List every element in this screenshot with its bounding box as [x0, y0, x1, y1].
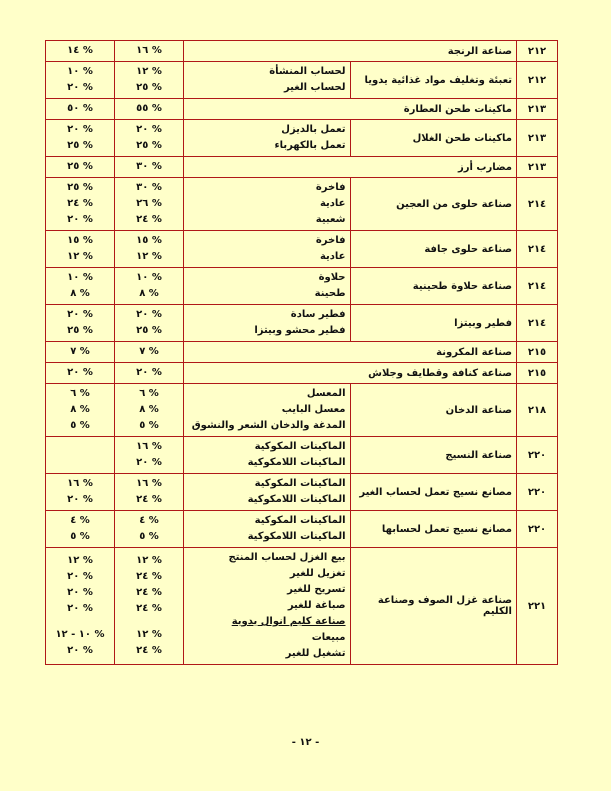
- sub-items: [184, 62, 351, 99]
- percent-value: ٥٠ %: [67, 103, 93, 114]
- sub-item: الماكينات اللامكوكية: [247, 457, 346, 468]
- percent-value: ١٢ %: [67, 251, 93, 262]
- activity-name: [184, 363, 517, 384]
- percent-value: ٨ %: [139, 404, 159, 415]
- sub-item: صباغة للغير: [287, 600, 346, 611]
- activity-code: ٢١٤: [517, 305, 558, 342]
- sub-item: الماكينات المكوكية: [254, 478, 346, 489]
- percent-value: ١٠ %: [67, 272, 93, 283]
- percent-value: ٥ %: [70, 531, 90, 542]
- percent-value: ١٥ %: [136, 235, 162, 246]
- sub-item: بيع الغزل لحساب المنتج: [228, 552, 346, 563]
- activity-name: [350, 178, 517, 231]
- activity-name: [350, 474, 517, 511]
- rate-column-2: [46, 342, 115, 363]
- percent-value: ٧ %: [139, 346, 159, 357]
- percent-value: ٨ %: [139, 288, 159, 299]
- percent-value: ٢٥ %: [136, 325, 162, 336]
- percent-value: ٢٤ %: [136, 494, 162, 505]
- rate-column-1: [115, 305, 184, 342]
- table-row: [46, 178, 558, 231]
- table-row: [46, 41, 558, 62]
- rates-table-body: [46, 41, 558, 665]
- rate-column-1: [115, 178, 184, 231]
- sub-item: عادية: [319, 198, 346, 209]
- activity-name: [350, 120, 517, 157]
- activity-label: صناعة النسيج: [445, 449, 512, 461]
- activity-code: ٢٢٠: [517, 437, 558, 474]
- activity-code: ٢٢١: [517, 548, 558, 665]
- rates-table: [45, 40, 558, 665]
- percent-value: ١٦ %: [136, 45, 162, 56]
- sub-item: تسريح للغير: [287, 584, 346, 595]
- sub-items: [184, 120, 351, 157]
- percent-value: ٢٠ %: [67, 367, 93, 378]
- sub-item: لحساب الغير: [283, 82, 346, 93]
- rate-column-1: [115, 474, 184, 511]
- percent-value: ٢٥ %: [67, 161, 93, 172]
- activity-code: ٢١٤: [517, 268, 558, 305]
- sub-item: فطير محشو وبيتزا: [254, 325, 346, 336]
- activity-label: صناعة كنافة وقطايف وجلاش: [368, 367, 512, 379]
- percent-value: ٢٠ %: [67, 603, 93, 614]
- rate-column-2: [46, 120, 115, 157]
- percent-value: ٥٥ %: [136, 103, 162, 114]
- percent-value: ٢٤ %: [136, 645, 162, 656]
- rate-column-1: [115, 120, 184, 157]
- sub-item: المعسل: [306, 388, 346, 399]
- rate-column-2: [46, 474, 115, 511]
- sub-item: صناعة كليم انوال يدوية: [231, 616, 346, 627]
- activity-label: صناعة الدخان: [445, 404, 512, 416]
- percent-value: ٤ %: [139, 515, 159, 526]
- table-row: [46, 384, 558, 437]
- activity-code: ٢١٣: [517, 157, 558, 178]
- table-row: [46, 548, 558, 665]
- rate-column-2: [46, 99, 115, 120]
- page-number: - ١٢ -: [291, 737, 320, 748]
- activity-name: [350, 384, 517, 437]
- percent-value: ١٢ %: [136, 251, 162, 262]
- percent-value: ١٠ %: [136, 272, 162, 283]
- percent-value: ٢٠ %: [136, 124, 162, 135]
- rate-column-2: [46, 511, 115, 548]
- table-row: [46, 437, 558, 474]
- activity-code: ٢١٣: [517, 120, 558, 157]
- sub-item: لحساب المنشأة: [269, 66, 346, 77]
- activity-label: صناعة المكرونة: [436, 346, 512, 358]
- sub-item: مبيعات: [311, 632, 346, 643]
- sub-item: حلاوة: [318, 272, 346, 283]
- table-row: [46, 474, 558, 511]
- activity-label: فطير وبيتزا: [454, 317, 512, 329]
- activity-code: ٢٢٠: [517, 511, 558, 548]
- activity-label: مصانع نسيج تعمل لحساب الغير: [359, 486, 512, 498]
- table-row: [46, 342, 558, 363]
- percent-value: ٢٠ %: [67, 587, 93, 598]
- sub-item: تشغيل للغير: [285, 648, 346, 659]
- sub-item: تغزيل للغير: [289, 568, 346, 579]
- rate-column-1: [115, 268, 184, 305]
- activity-label: صناعة غزل الصوف وصناعة الكليم: [377, 595, 512, 617]
- table-row: [46, 120, 558, 157]
- percent-value: ٢٠ %: [67, 494, 93, 505]
- table-row: [46, 305, 558, 342]
- percent-value: ٢٦ %: [136, 198, 162, 209]
- sub-items: [184, 437, 351, 474]
- activity-name: [350, 305, 517, 342]
- sub-items: [184, 305, 351, 342]
- activity-label: ماكينات طحن العطارة: [403, 103, 512, 115]
- percent-value: ٢٠ %: [67, 309, 93, 320]
- rate-column-2: [46, 305, 115, 342]
- sub-item: شعبية: [315, 214, 346, 225]
- rate-column-1: [115, 363, 184, 384]
- percent-value: ٧ %: [70, 346, 90, 357]
- percent-value: ١٦ %: [136, 478, 162, 489]
- percent-value: ١٤ %: [67, 45, 93, 56]
- percent-value: ١٦ %: [67, 478, 93, 489]
- rate-column-1: [115, 157, 184, 178]
- activity-code: ٢١٥: [517, 342, 558, 363]
- sub-items: [184, 268, 351, 305]
- activity-label: مصانع نسيج تعمل لحسابها: [381, 523, 512, 535]
- percent-value: ٢٥ %: [136, 82, 162, 93]
- rate-column-2: [46, 384, 115, 437]
- activity-code: ٢١٢: [517, 62, 558, 99]
- sub-item: الماكينات المكوكية: [254, 515, 346, 526]
- activity-label: صناعة الرنجة: [447, 45, 512, 57]
- sub-items: [184, 511, 351, 548]
- percent-value: ٢٠ %: [67, 124, 93, 135]
- activity-name: [184, 157, 517, 178]
- percent-value: ١٠ - ١٢ %: [55, 629, 105, 640]
- activity-name: [184, 342, 517, 363]
- activity-name: [350, 268, 517, 305]
- percent-value: ٢٥ %: [67, 325, 93, 336]
- table-row: [46, 511, 558, 548]
- rate-column-2: [46, 437, 115, 474]
- percent-value: ٢٥ %: [67, 182, 93, 193]
- sub-item: الماكينات اللامكوكية: [247, 494, 346, 505]
- rate-column-1: [115, 548, 184, 665]
- percent-value: [50, 617, 110, 627]
- rate-column-2: [46, 548, 115, 665]
- rate-column-1: [115, 342, 184, 363]
- activity-name: [350, 511, 517, 548]
- activity-label: صناعة حلوى من العجين: [396, 198, 512, 210]
- activity-label: ماكينات طحن الغلال: [412, 132, 512, 144]
- percent-value: ١٢ %: [67, 555, 93, 566]
- percent-value: ٣٠ %: [136, 161, 162, 172]
- activity-name: [350, 548, 517, 665]
- percent-value: ٨ %: [70, 404, 90, 415]
- rate-column-2: [46, 268, 115, 305]
- table-row: [46, 99, 558, 120]
- table-row: [46, 157, 558, 178]
- activity-name: [184, 99, 517, 120]
- percent-value: ٢٤ %: [67, 198, 93, 209]
- percent-value: ٦ %: [139, 388, 159, 399]
- rate-column-1: [115, 41, 184, 62]
- rate-column-2: [46, 41, 115, 62]
- percent-value: ٢٠ %: [67, 645, 93, 656]
- activity-label: تعبئة وتغليف مواد غذائية يدويا: [364, 74, 512, 86]
- percent-value: ٢٠ %: [136, 457, 162, 468]
- rate-column-2: [46, 62, 115, 99]
- rate-column-1: [115, 437, 184, 474]
- percent-value: ٨ %: [70, 288, 90, 299]
- percent-value: ٢٤ %: [136, 571, 162, 582]
- percent-value: ٢٤ %: [136, 587, 162, 598]
- table-row: [46, 62, 558, 99]
- sub-item: معسل البايب: [281, 404, 346, 415]
- activity-name: [184, 41, 517, 62]
- rate-column-1: [115, 511, 184, 548]
- rate-column-2: [46, 157, 115, 178]
- sub-item: الماكينات اللامكوكية: [247, 531, 346, 542]
- activity-code: ٢١٥: [517, 363, 558, 384]
- activity-label: صناعة حلاوة طحينية: [412, 280, 512, 292]
- sub-item: طحينة: [314, 288, 346, 299]
- percent-value: ١٦ %: [136, 441, 162, 452]
- percent-value: [119, 617, 179, 627]
- rate-column-1: [115, 62, 184, 99]
- activity-name: [350, 437, 517, 474]
- sub-items: [184, 384, 351, 437]
- percent-value: ١٢ %: [136, 555, 162, 566]
- activity-code: ٢٢٠: [517, 474, 558, 511]
- activity-code: ٢١٤: [517, 231, 558, 268]
- percent-value: ٢٠ %: [67, 571, 93, 582]
- sub-item: عادية: [319, 251, 346, 262]
- percent-value: ٣٠ %: [136, 182, 162, 193]
- percent-value: ١٥ %: [67, 235, 93, 246]
- activity-code: ٢١٢: [517, 41, 558, 62]
- table-row: [46, 231, 558, 268]
- percent-value: ٢٤ %: [136, 603, 162, 614]
- activity-label: مضارب أرز: [457, 161, 512, 173]
- percent-value: ٤ %: [70, 515, 90, 526]
- rate-column-1: [115, 99, 184, 120]
- sub-items: [184, 178, 351, 231]
- sub-item: تعمل بالديزل: [281, 124, 346, 135]
- activity-name: [350, 62, 517, 99]
- activity-code: ٢١٤: [517, 178, 558, 231]
- table-row: [46, 363, 558, 384]
- activity-label: صناعة حلوى جافة: [424, 243, 512, 255]
- table-row: [46, 268, 558, 305]
- sub-item: الماكينات المكوكية: [254, 441, 346, 452]
- sub-items: [184, 474, 351, 511]
- sub-item: المدغة والدخان الشعر والنشوق: [191, 420, 346, 431]
- percent-value: ٥ %: [139, 420, 159, 431]
- percent-value: ٥ %: [139, 531, 159, 542]
- rate-column-2: [46, 231, 115, 268]
- activity-code: ٢١٨: [517, 384, 558, 437]
- percent-value: ٢٥ %: [136, 140, 162, 151]
- sub-items: [184, 231, 351, 268]
- percent-value: ٦ %: [70, 388, 90, 399]
- percent-value: ١٠ %: [67, 66, 93, 77]
- percent-value: ٢٠ %: [67, 82, 93, 93]
- percent-value: ٢٠ %: [136, 367, 162, 378]
- sub-items: [184, 548, 351, 665]
- sub-item: فطير سادة: [290, 309, 346, 320]
- percent-value: ١٢ %: [136, 629, 162, 640]
- percent-value: ٢٥ %: [67, 140, 93, 151]
- percent-value: ٢٤ %: [136, 214, 162, 225]
- sub-item: فاخرة: [315, 182, 346, 193]
- rate-column-2: [46, 178, 115, 231]
- rate-column-1: [115, 384, 184, 437]
- activity-name: [350, 231, 517, 268]
- rate-column-2: [46, 363, 115, 384]
- percent-value: ٥ %: [70, 420, 90, 431]
- percent-value: ١٢ %: [136, 66, 162, 77]
- percent-value: ٢٠ %: [136, 309, 162, 320]
- sub-item: تعمل بالكهرباء: [274, 140, 346, 151]
- activity-code: ٢١٣: [517, 99, 558, 120]
- percent-value: ٢٠ %: [67, 214, 93, 225]
- sub-item: فاخرة: [315, 235, 346, 246]
- rate-column-1: [115, 231, 184, 268]
